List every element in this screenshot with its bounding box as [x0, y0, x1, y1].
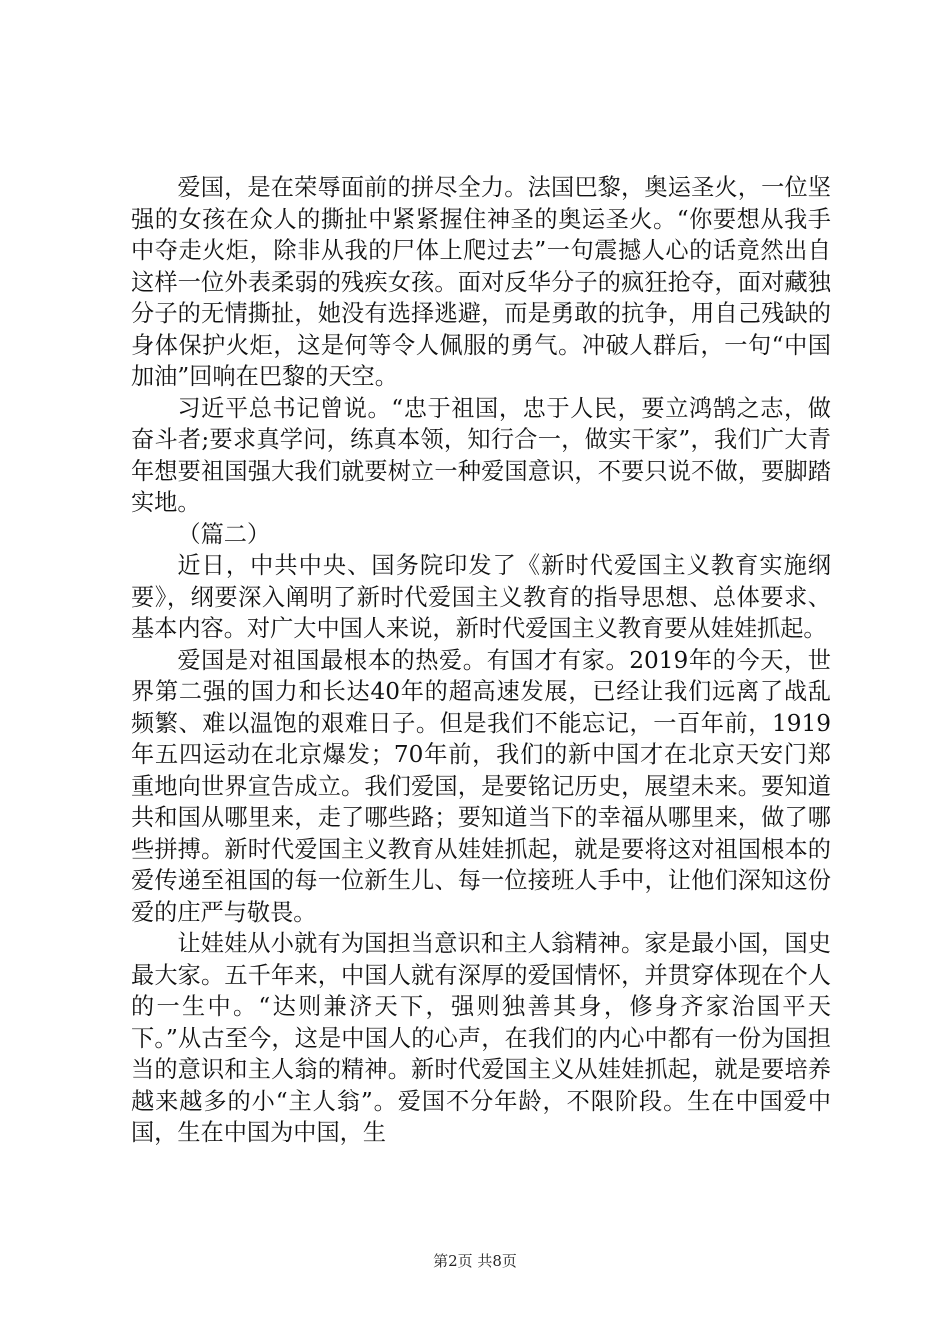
paragraph-2: 习近平总书记曾说。“忠于祖国，忠于人民，要立鸿鹄之志，做奋斗者;要求真学问，练真本领，知行合一，做实干家”，我们广大青年想要祖国强大我们就要树立一种爱国意识，不要只说不做，要脚踏实地。 [131, 394, 831, 516]
section-heading: （篇二） [177, 520, 271, 548]
body-text [131, 172, 831, 1149]
paragraph-5: 让娃娃从小就有为国担当意识和主人翁精神。家是最小国，国史最大家。五千年来，中国人就有深厚的爱国情怀，并贯穿体现在个人的一生中。“达则兼济天下，强则独善其身，修身齐家治国平天下。”从古至今，这是中国人的心声，在我们的内心中都有一份为国担当的意识和主人翁的精神。新时代爱国主义从娃娃抓起，就是要培养越来越多的小“主人翁”。爱国不分年龄，不限阶段。生在中国爱中国，生在中国为中国，生 [131, 930, 831, 1146]
paragraph-1: 爱国，是在荣辱面前的拼尽全力。法国巴黎，奥运圣火，一位坚强的女孩在众人的撕扯中紧紧握住神圣的奥运圣火。“你要想从我手中夺走火炬，除非从我的尸体上爬过去”一句震撼人心的话竟然出自这样一位外表柔弱的残疾女孩。面对反华分子的疯狂抢夺，面对藏独分子的无情撕扯，她没有选择逃避，而是勇敢的抗争，用自己残缺的身体保护火炬，这是何等令人佩服的勇气。冲破人群后，一句“中国加油”回响在巴黎的天空。 [131, 174, 831, 390]
paragraph-4: 爱国是对祖国最根本的热爱。有国才有家。2019年的今天，世界第二强的国力和长达40年的超高速发展，已经让我们远离了战乱频繁、难以温饱的艰难日子。但是我们不能忘记，一百年前，1919年五四运动在北京爆发；70年前，我们的新中国才在北京天安门郑重地向世界宣告成立。我们爱国，是要铭记历史，展望未来。要知道共和国从哪里来，走了哪些路；要知道当下的幸福从哪里来，做了哪些拼搏。新时代爱国主义教育从娃娃抓起，就是要将这对祖国根本的爱传递至祖国的每一位新生儿、每一位接班人手中，让他们深知这份爱的庄严与敬畏。 [131, 646, 831, 926]
paragraph-3: 近日，中共中央、国务院印发了《新时代爱国主义教育实施纲要》，纲要深入阐明了新时代爱国主义教育的指导思想、总体要求、基本内容。对广大中国人来说，新时代爱国主义教育要从娃娃抓起。 [131, 552, 831, 642]
page-footer: 第2页 共8页 [433, 1252, 517, 1270]
